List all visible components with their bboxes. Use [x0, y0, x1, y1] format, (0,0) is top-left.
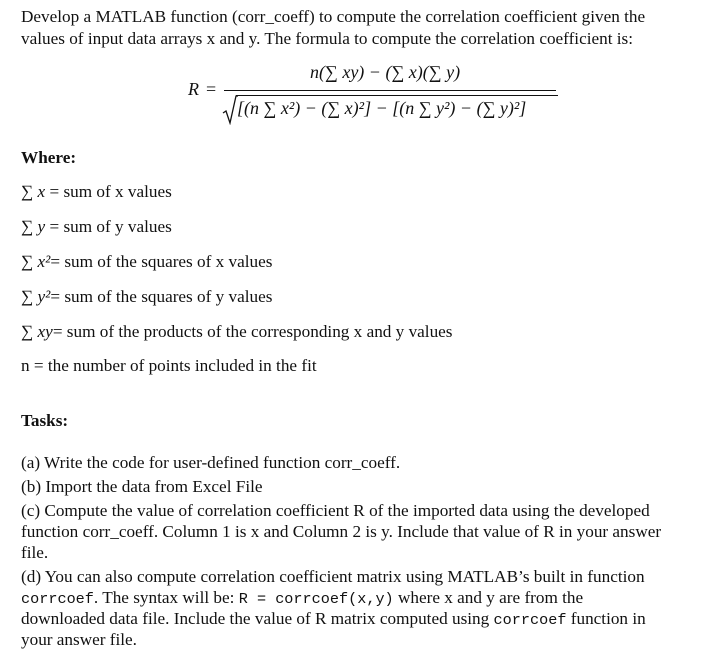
task-c-line-1: (c) Compute the value of correlation coefficient R of the imported data using the developed	[21, 501, 650, 520]
task-c-line-3: file.	[21, 543, 49, 562]
def-sum-y: ∑ y = sum of y values	[21, 217, 172, 236]
formula-numerator: n(∑ xy) − (∑ x)(∑ y)	[310, 62, 461, 82]
task-d-line-3: downloaded data file. Include the value of R matrix computed using corrcoef function in	[21, 609, 646, 629]
sqrt-sign-icon	[222, 95, 238, 125]
where-heading: Where:	[21, 148, 77, 167]
formula-lhs: R	[188, 79, 199, 99]
sqrt-overline	[236, 95, 558, 96]
fraction-bar	[224, 90, 556, 91]
formula-equals: =	[206, 79, 217, 99]
def-sum-y-squared: ∑ y²= sum of the squares of y values	[21, 287, 273, 306]
task-a: (a) Write the code for user-defined function corr_coeff.	[21, 453, 401, 472]
task-b: (b) Import the data from Excel File	[21, 477, 263, 496]
tasks-heading: Tasks:	[21, 411, 69, 430]
def-n: n = the number of points included in the fit	[21, 356, 317, 375]
task-d-line-2: corrcoef. The syntax will be: R = corrcoef(x,y) where x and y are from the	[21, 588, 584, 608]
task-d-line-1: (d) You can also compute correlation coefficient matrix using MATLAB’s built in function	[21, 567, 645, 586]
task-c-line-2: function corr_coeff. Column 1 is x and Column 2 is y. Include that value of R in your answer	[21, 522, 662, 541]
def-sum-x-squared: ∑ x²= sum of the squares of x values	[21, 252, 273, 271]
def-sum-xy: ∑ xy= sum of the products of the corresponding x and y values	[21, 322, 453, 341]
formula-denominator: [(n ∑ x²) − (∑ x)²] − [(n ∑ y²) − (∑ y)²]	[237, 98, 527, 118]
intro-line-1: Develop a MATLAB function (corr_coeff) to compute the correlation coefficient given the	[21, 7, 646, 26]
task-d-line-4: your answer file.	[21, 630, 137, 649]
intro-line-2: values of input data arrays x and y. The formula to compute the correlation coefficient is:	[21, 29, 634, 48]
correlation-formula	[180, 62, 580, 132]
def-sum-x: ∑ x = sum of x values	[21, 182, 172, 201]
